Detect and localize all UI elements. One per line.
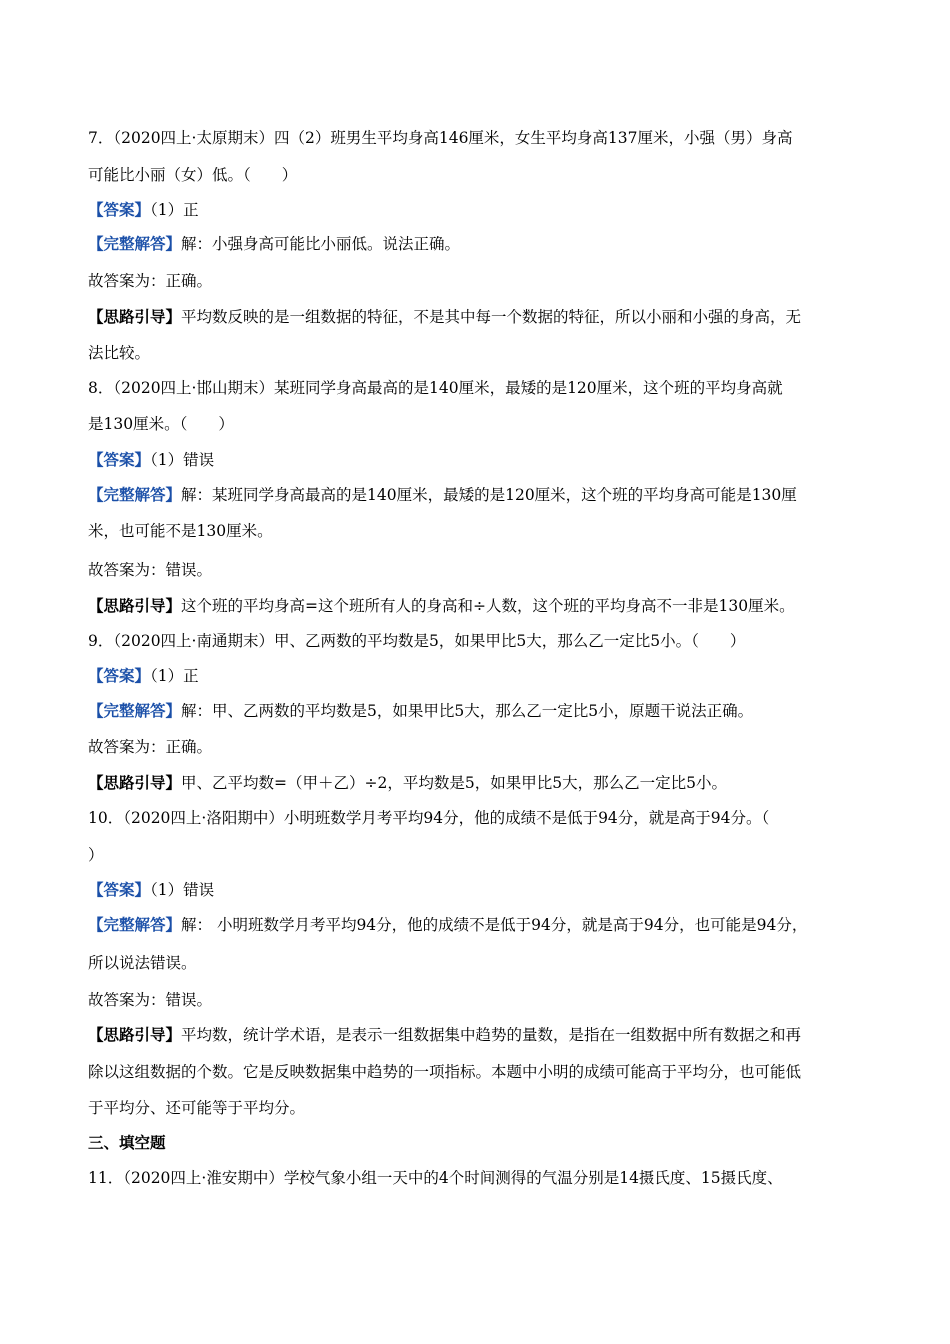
conclusion-7: 故答案为：正确。 <box>88 272 213 290</box>
question-9-line-1: 9．（2020四上·南通期末）甲、乙两数的平均数是5，如果甲比5大，那么乙一定比5小。（ ） <box>88 632 746 650</box>
guide-tag: 【思路引导】 <box>88 308 182 326</box>
question-10-line-2: ） <box>88 846 104 864</box>
solution-text: 解：甲、乙两数的平均数是5，如果甲比5大，那么乙一定比5小，原题干说法正确。 <box>181 702 754 720</box>
guide-7-line-2: 法比较。 <box>88 344 151 362</box>
guide-tag: 【思路引导】 <box>88 597 182 615</box>
section-heading: 三、填空题 <box>88 1134 166 1152</box>
guide-9-line-1 <box>88 773 868 793</box>
answer-text: （1）正 <box>150 667 199 685</box>
solution-tag: 【完整解答】 <box>88 486 182 504</box>
solution-text: 解： 小明班数学月考平均94分，他的成绩不是低于94分，就是高于94分，也可能是94分， <box>181 916 808 934</box>
question-7-line-1: 7．（2020四上·太原期末）四（2）班男生平均身高146厘米，女生平均身高137厘米，小强（男）身高 <box>88 129 793 147</box>
answer-8 <box>88 450 868 470</box>
guide-text: 甲、乙平均数=（甲＋乙）÷2，平均数是5，如果甲比5大，那么乙一定比5小。 <box>181 774 727 792</box>
solution-tag: 【完整解答】 <box>88 916 182 934</box>
answer-tag: 【答案】 <box>88 881 151 899</box>
solution-10-line-1 <box>88 915 868 935</box>
solution-tag: 【完整解答】 <box>88 702 182 720</box>
solution-8-line-2: 米，也可能不是130厘米。 <box>88 522 273 540</box>
guide-7-line-1 <box>88 307 868 327</box>
guide-tag: 【思路引导】 <box>88 1026 182 1044</box>
solution-9 <box>88 701 868 721</box>
conclusion-8: 故答案为：错误。 <box>88 561 213 579</box>
guide-text: 这个班的平均身高=这个班所有人的身高和÷人数，这个班的平均身高不一非是130厘米。 <box>181 597 795 615</box>
guide-text: 平均数反映的是一组数据的特征，不是其中每一个数据的特征，所以小丽和小强的身高，无 <box>181 308 802 326</box>
conclusion-10: 故答案为：错误。 <box>88 991 213 1009</box>
answer-7 <box>88 200 868 220</box>
guide-10-line-2: 除以这组数据的个数。它是反映数据集中趋势的一项指标。本题中小明的成绩可能高于平均分，也可能低 <box>88 1063 802 1081</box>
question-8-line-2: 是130厘米。（ ） <box>88 415 234 433</box>
solution-tag: 【完整解答】 <box>88 235 182 253</box>
guide-tag: 【思路引导】 <box>88 774 182 792</box>
answer-tag: 【答案】 <box>88 201 151 219</box>
answer-tag: 【答案】 <box>88 667 151 685</box>
solution-text: 解：小强身高可能比小丽低。说法正确。 <box>181 235 461 253</box>
answer-9 <box>88 666 868 686</box>
answer-tag: 【答案】 <box>88 451 151 469</box>
guide-text: 平均数，统计学术语，是表示一组数据集中趋势的量数，是指在一组数据中所有数据之和再 <box>181 1026 802 1044</box>
solution-7 <box>88 234 868 254</box>
solution-8-line-1 <box>88 485 868 505</box>
question-8-line-1: 8．（2020四上·邯山期末）某班同学身高最高的是140厘米，最矮的是120厘米，这个班的平均身高就 <box>88 379 783 397</box>
answer-text: （1）错误 <box>150 451 215 469</box>
question-11-line-1: 11．（2020四上·淮安期中）学校气象小组一天中的4个时间测得的气温分别是14摄氏度、15摄氏度、 <box>88 1169 783 1187</box>
answer-10 <box>88 880 868 900</box>
conclusion-9: 故答案为：正确。 <box>88 738 213 756</box>
answer-text: （1）正 <box>150 201 199 219</box>
guide-10-line-3: 于平均分、还可能等于平均分。 <box>88 1099 306 1117</box>
answer-text: （1）错误 <box>150 881 215 899</box>
guide-10-line-1 <box>88 1025 868 1045</box>
solution-10-line-2: 所以说法错误。 <box>88 954 197 972</box>
question-10-line-1: 10．（2020四上·洛阳期中）小明班数学月考平均94分，他的成绩不是低于94分，就是高于94分。（ <box>88 809 770 827</box>
question-7-line-2: 可能比小丽（女）低。（ ） <box>88 166 298 184</box>
solution-text: 解：某班同学身高最高的是140厘米，最矮的是120厘米，这个班的平均身高可能是130厘 <box>181 486 797 504</box>
guide-8-line-1 <box>88 596 868 616</box>
